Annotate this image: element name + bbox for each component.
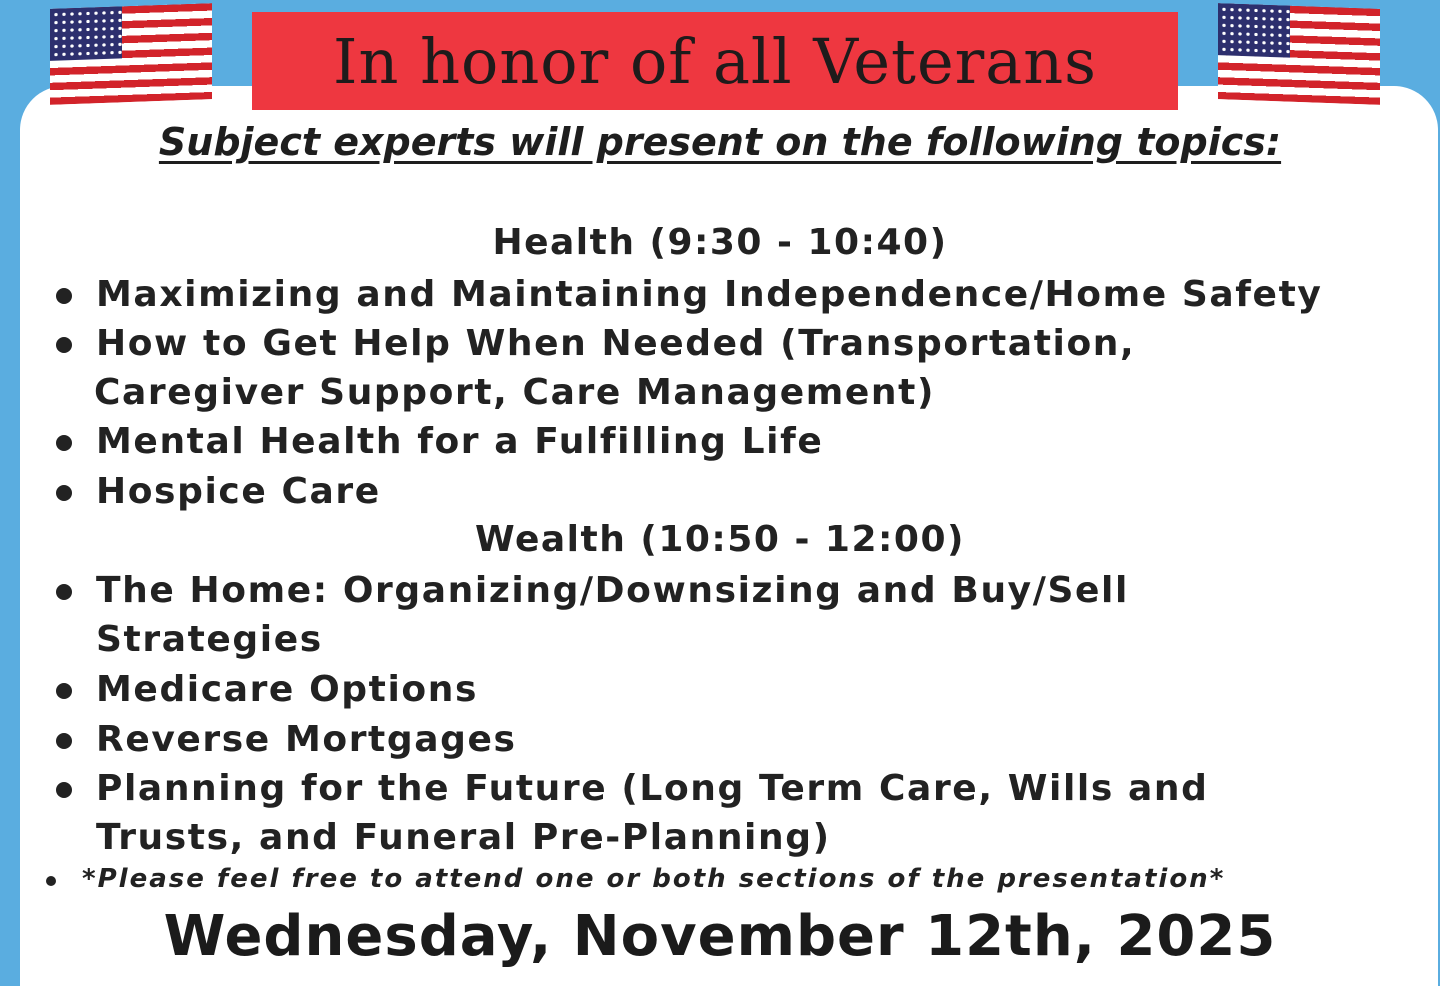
banner-title: In honor of all Veterans [332, 24, 1098, 98]
list-item: Reverse Mortgages [96, 719, 517, 760]
bullet [56, 337, 72, 353]
list-item: How to Get Help When Needed (Transportation, [96, 323, 1136, 364]
bullet [56, 288, 72, 304]
us-flag-icon [50, 3, 212, 105]
attendance-note: *Please feel free to attend one or both sections of the presentation* [82, 864, 1226, 894]
bullet [56, 782, 72, 798]
topics-subheading: Subject experts will present on the following topics: [158, 120, 1282, 164]
list-item: Medicare Options [96, 669, 478, 710]
us-flag-icon [1218, 3, 1380, 105]
list-item: Hospice Care [96, 471, 381, 512]
bullet [56, 683, 72, 699]
bullet [56, 733, 72, 749]
list-item: Maximizing and Maintaining Independence/Home Safety [96, 274, 1323, 315]
bullet [56, 485, 72, 501]
list-item-continuation: Strategies [96, 619, 323, 660]
bullet [46, 876, 56, 886]
bullet [56, 584, 72, 600]
list-item: The Home: Organizing/Downsizing and Buy/Sell [96, 570, 1129, 611]
bullet [56, 435, 72, 451]
list-item: Planning for the Future (Long Term Care, Wills and [96, 768, 1209, 809]
list-item: Mental Health for a Fulfilling Life [96, 421, 824, 462]
wealth-heading: Wealth (10:50 - 12:00) [475, 519, 965, 560]
health-heading: Health (9:30 - 10:40) [492, 222, 948, 263]
list-item-continuation: Caregiver Support, Care Management) [94, 372, 936, 413]
list-item-continuation: Trusts, and Funeral Pre-Planning) [96, 817, 831, 858]
title-banner [252, 12, 1178, 110]
event-date: Wednesday, November 12th, 2025 [163, 904, 1277, 969]
